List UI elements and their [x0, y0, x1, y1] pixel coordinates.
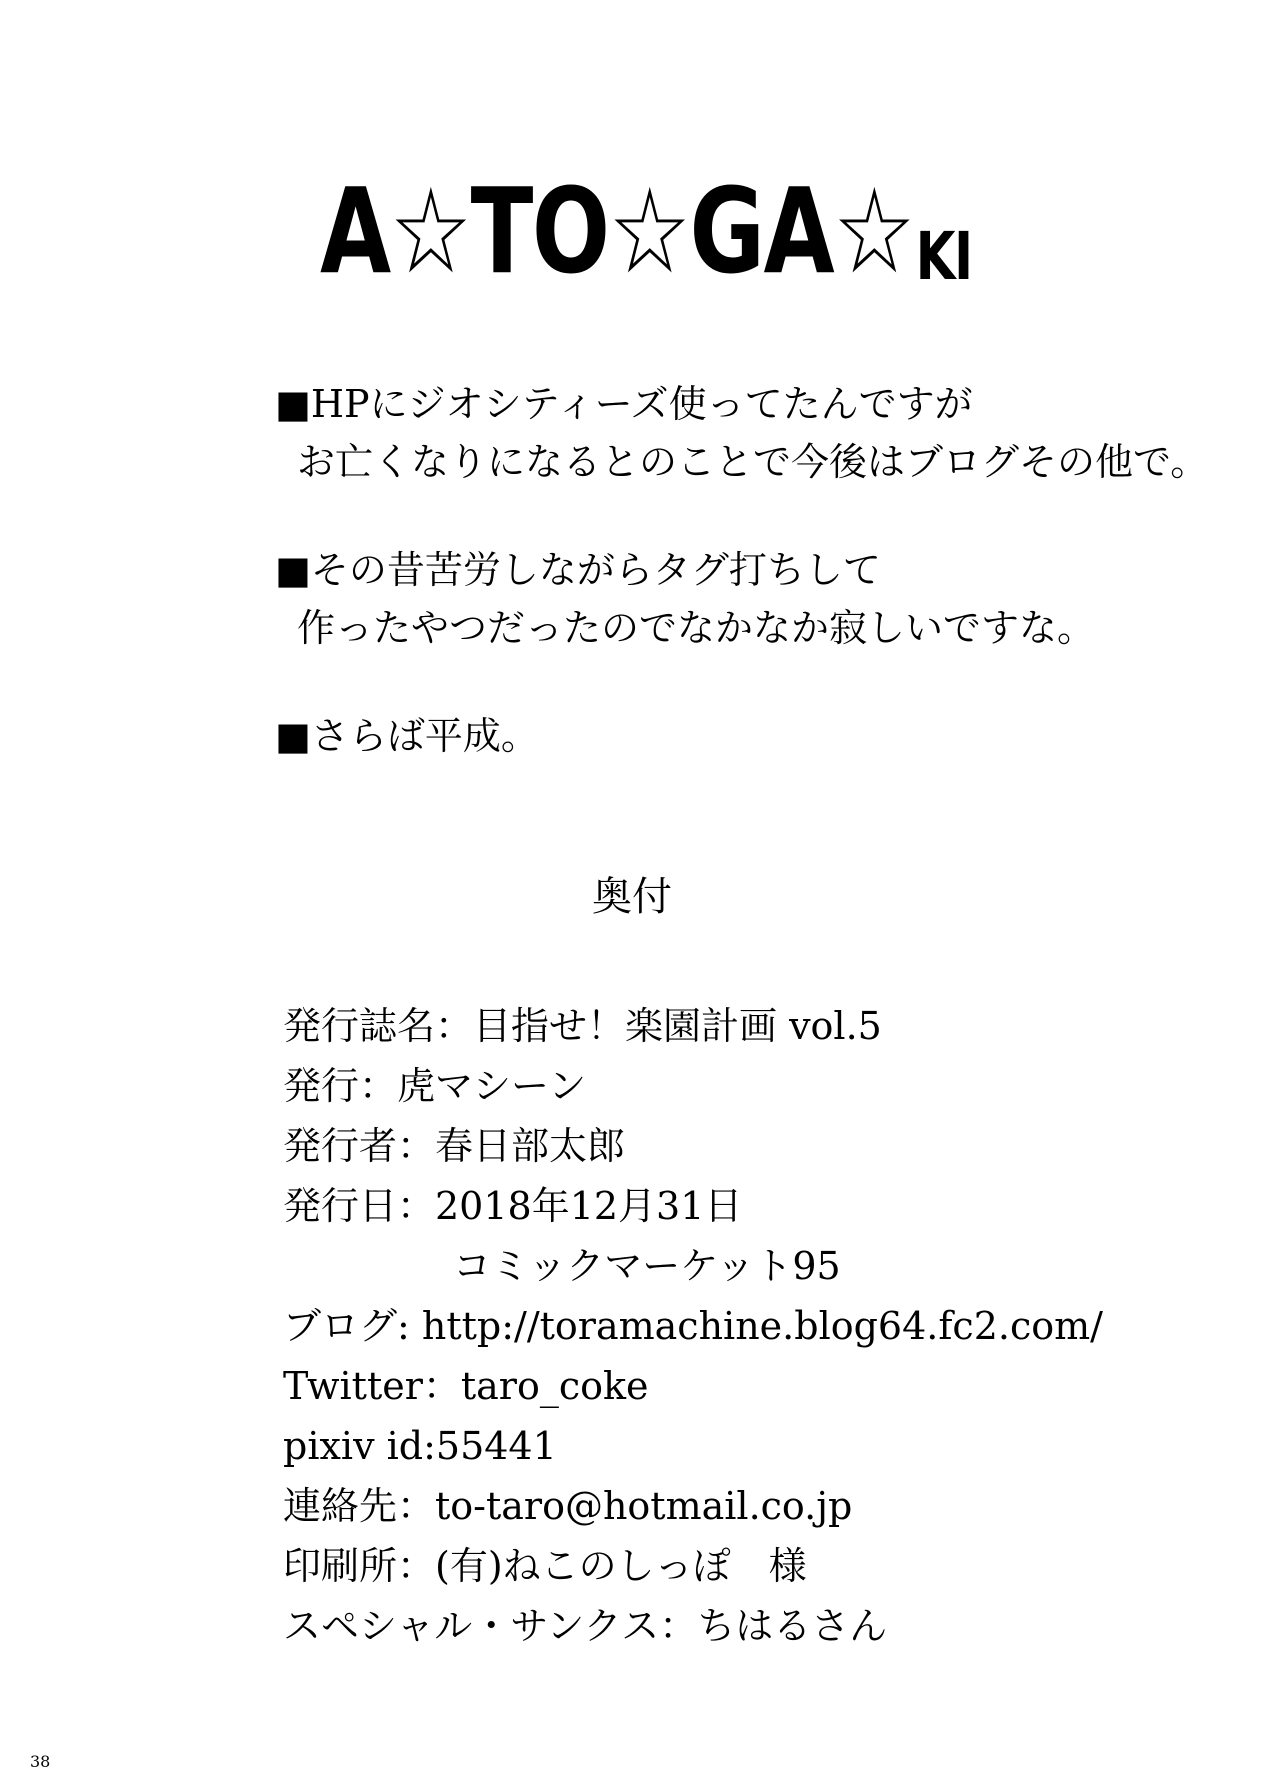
note-2-line-2: 作ったやつだったのでなかなか寂しいですな。 — [297, 606, 1096, 650]
colophon-heading: 奥付 — [592, 874, 672, 920]
colophon-blog-line: ブログ: http://toramachine.blog64.fc2.com/ — [283, 1304, 1103, 1348]
note-3-line-1: ■さらば平成。 — [275, 714, 539, 758]
colophon-title-line: 発行誌名：目指せ！楽園計画 vol.5 — [283, 1004, 882, 1048]
note-1-line-2: お亡くなりになるとのことで今後はブログその他で。 — [297, 440, 1209, 484]
colophon-publisher-line: 発行：虎マシーン — [283, 1064, 587, 1108]
title-main: A☆TO☆GA☆ — [320, 162, 915, 300]
note-1-line-1: ■HPにジオシティーズ使ってたんですが — [275, 382, 973, 426]
page-number: 38 — [30, 1752, 51, 1771]
colophon-list — [283, 996, 1233, 1656]
colophon-event-line: コミックマーケット95 — [453, 1244, 841, 1288]
afterword-title-logo — [320, 150, 972, 300]
colophon-date-line: 発行日：2018年12月31日 — [283, 1184, 743, 1228]
colophon-author-line: 発行者：春日部太郎 — [283, 1124, 626, 1168]
note-2-line-1: ■その昔苦労しながらタグ打ちして — [275, 548, 881, 592]
title-tail: KI — [915, 218, 972, 295]
colophon-thanks-line: スペシャル・サンクス：ちはるさん — [283, 1604, 888, 1648]
colophon-printer-line: 印刷所：(有)ねこのしっぽ 様 — [283, 1544, 807, 1588]
afterword-notes — [275, 375, 1209, 765]
colophon-pixiv-line: pixiv id:55441 — [283, 1424, 557, 1468]
colophon-twitter-line: Twitter：taro_coke — [283, 1364, 649, 1408]
colophon-contact-line: 連絡先：to-taro@hotmail.co.jp — [283, 1484, 853, 1528]
